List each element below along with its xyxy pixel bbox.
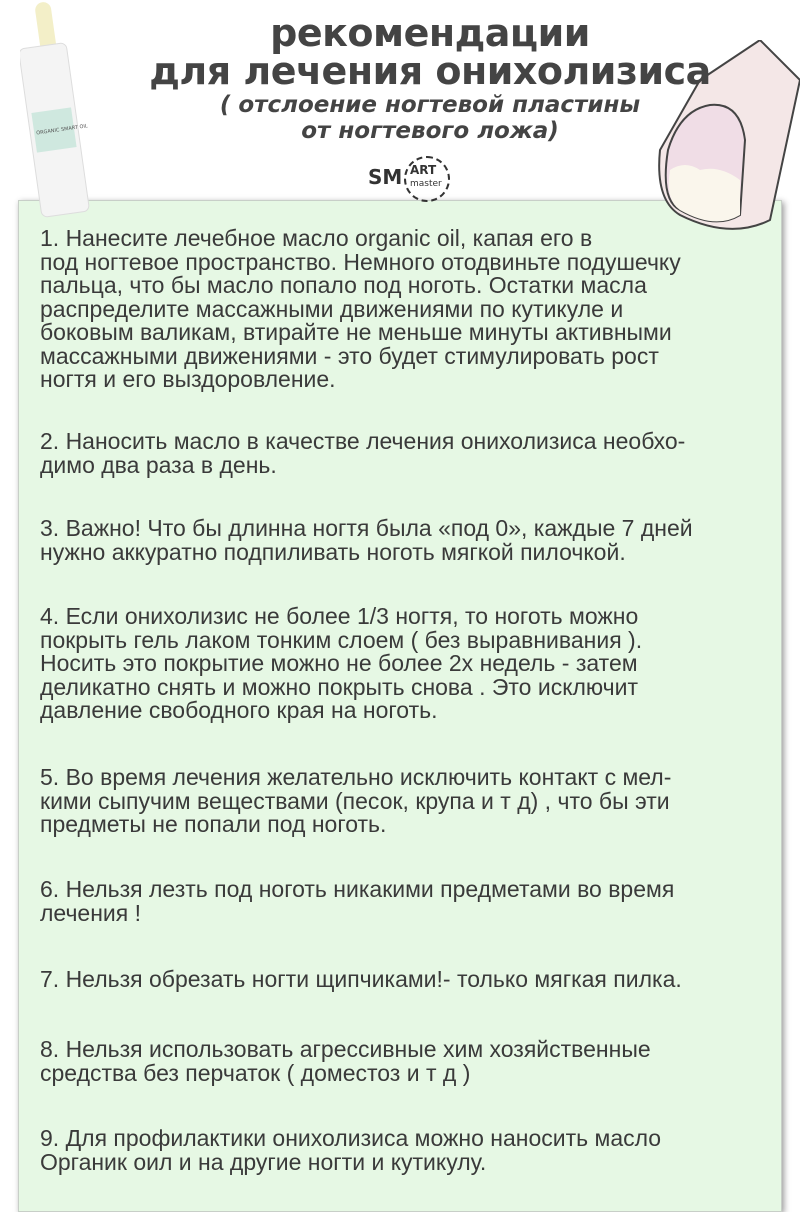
title-line-2: для лечения онихолизиса [149, 49, 711, 93]
recommendation-2: 2. Наносить масло в качестве лечения онихолизиса необхо- димо два раза в день. [40, 428, 686, 478]
logo-art-text: ART [410, 163, 437, 177]
recommendation-9: 9. Для профилактики онихолизиса можно наносить масло Органик оил и на другие ногти и кутикулу. [40, 1125, 662, 1175]
recommendation-5: 5. Во время лечения желательно исключить контакт с мел- кими сыпучим веществами (песок, крупа и т д) , что бы эти предметы не попали под ноготь. [40, 764, 672, 837]
title-line-1: рекомендации [270, 11, 590, 55]
recommendation-7: 7. Нельзя обрезать ногти щипчиками!- только мягкая пилка. [40, 966, 682, 992]
subtitle-line-1: ( отслоение ногтевой пластины [219, 92, 641, 118]
logo-master-text: master [410, 179, 442, 189]
recommendation-8: 8. Нельзя использовать агрессивные хим хозяйственные средства без перчаток ( доместоз и т д ) [40, 1036, 651, 1086]
recommendation-1: 1. Нанесите лечебное масло organic oil, капая его в под ногтевое пространство. Немного отодвиньте подушечку пальца, что бы масло попало под ноготь. Остатки масла распределите массажными движениями по кутикуле и боковым валикам, втирайте не меньше минуты активными массажными движениями - это будет стимулировать рост ногтя и его выздоровление. [40, 225, 681, 392]
subtitle-line-2: от ногтевого ложа) [301, 118, 559, 144]
recommendation-6: 6. Нельзя лезть под ноготь никакими предметами во время лечения ! [40, 876, 675, 926]
bottle-label: ORGANIC SMART OIL [35, 123, 89, 137]
smart-master-logo [368, 154, 458, 200]
logo-sm-text: SM [368, 165, 403, 189]
recommendation-3: 3. Важно! Что бы длинна ногтя была «под 0», каждые 7 дней нужно аккуратно подпиливать ноготь мягкой пилочкой. [40, 515, 693, 565]
recommendation-4: 4. Если онихолизис не более 1/3 ногтя, то ноготь можно покрыть гель лаком тонким слоем ( без выравнивания ). Носить это покрытие можно не более 2х недель - затем деликатно снять и можно покрыть снова . Это исключит давление свободного края на ноготь. [40, 603, 643, 723]
